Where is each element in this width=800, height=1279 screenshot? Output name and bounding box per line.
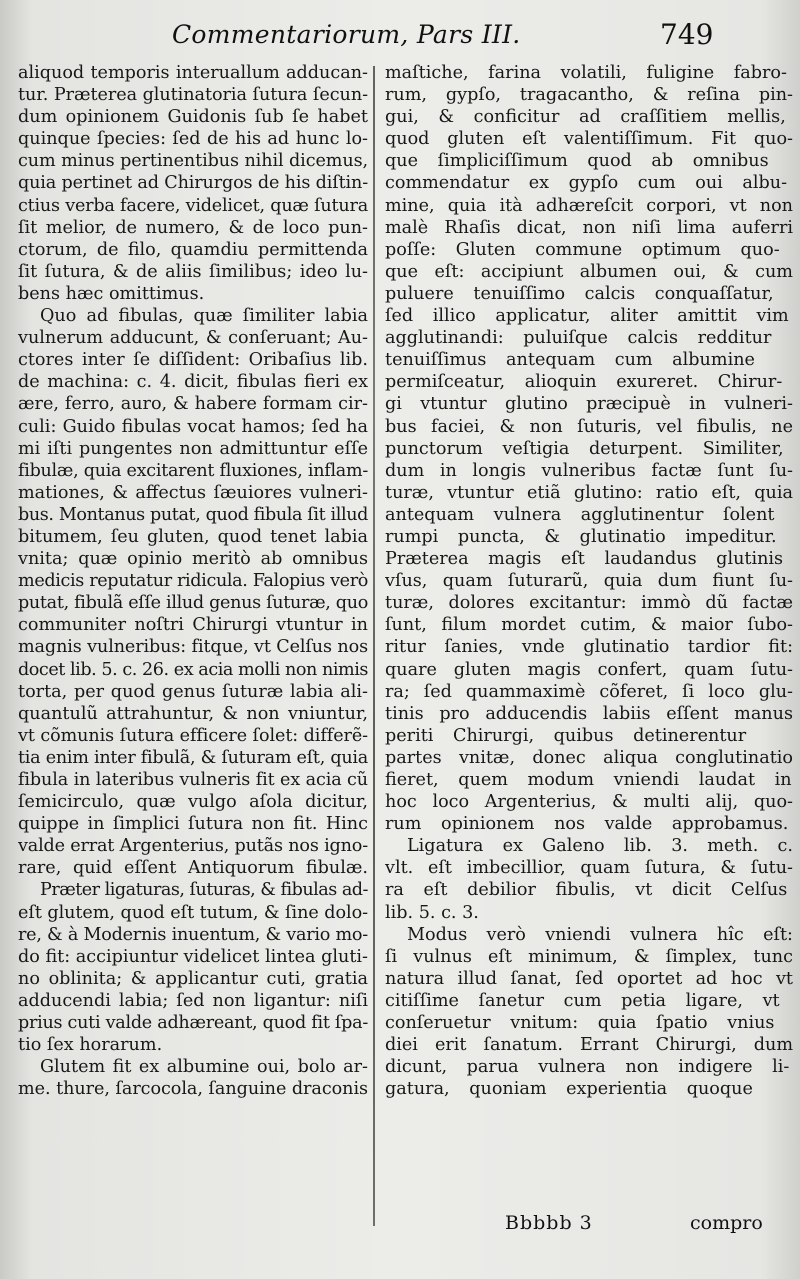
text-line: tur. Præterea glutinatoria ſutura ſecun- xyxy=(18,85,368,106)
running-title: Commentariorum, Pars III. xyxy=(172,20,521,49)
text-line: quippe in ſimplici ſutura non fit. Hinc xyxy=(18,814,368,835)
text-line: antequam vulnera agglutinentur ſolent xyxy=(385,504,775,525)
text-line: lib. 5. c. 3. xyxy=(385,902,479,923)
text-line: Ligatura ex Galeno lib. 3. meth. c. xyxy=(407,836,793,857)
text-line: ſunt, filum mordet cutim, & maior ſubo- xyxy=(385,615,793,636)
text-line: communiter noſtri Chirurgi vtuntur in xyxy=(18,615,368,636)
text-line: fibula in lateribus vulneris fit ex acia cũ xyxy=(18,770,368,790)
text-line: ſit ſutura, & de aliis ſimilibus; ideo lu- xyxy=(18,261,368,282)
text-line: punctorum veſtigia deturpent. Similiter, xyxy=(385,438,784,459)
text-line: magnis vulneribus: fitque, vt Celſus nos xyxy=(18,637,368,658)
text-line: fieret, quem modum vniendi laudat in xyxy=(385,770,792,790)
text-line: Præter ligaturas, ſuturas, & fibulas ad- xyxy=(40,880,368,901)
page-number: 749 xyxy=(660,18,714,51)
text-line: ctius verba facere, videlicet, quæ ſutura xyxy=(18,195,368,216)
text-line: adducendi labia; ſed non ligantur: niſi xyxy=(18,990,368,1011)
text-line: vulnerum adducunt, & conſeruant; Au- xyxy=(18,328,368,349)
text-line: conſeruetur vnitum: quia ſpatio vnius xyxy=(385,1013,775,1034)
text-line: puluere tenuiſſimo calcis conquaſſatur, xyxy=(385,283,774,304)
text-line: Glutem fit ex albumine oui, bolo ar- xyxy=(40,1057,368,1078)
text-line: do fit: accipiuntur videlicet lintea gluti- xyxy=(18,946,368,967)
text-line: me. thure, ſarcocola, ſanguine draconis xyxy=(18,1079,368,1100)
text-line: Præterea magis eſt laudandus glutinis xyxy=(385,549,784,570)
text-line: ra eſt debilior fibulis, vt dicit Celſus xyxy=(385,880,788,901)
signature-mark: Bbbbb 3 xyxy=(505,1212,593,1234)
text-line: partes vnitæ, donec aliqua conglutinatio xyxy=(385,747,793,768)
text-line: diei erit ſanatum. Errant Chirurgi, dum xyxy=(385,1035,793,1056)
text-line: ære, ferro, auro, & habere formam cir- xyxy=(18,394,368,415)
text-line: aliquod temporis interuallum adducan- xyxy=(18,63,368,83)
text-line: hoc loco Argenterius, & multi alij, quo- xyxy=(385,792,793,813)
text-line: ctorum, de filo, quamdiu permittenda xyxy=(18,239,368,260)
text-line: que ſimpliciſſimum quod ab omnibus xyxy=(385,151,769,172)
text-line: vnita; quæ opinio meritò ab omnibus xyxy=(18,549,368,570)
text-line: dum opinionem Guidonis ſub ſe habet xyxy=(18,107,368,128)
text-line: no oblinita; & applicantur cuti, gratia xyxy=(18,968,368,989)
text-line: eſt glutem, quod eſt tutum, & ſine dolo- xyxy=(18,902,368,923)
text-line: vſus, quam ſuturarũ, quia dum fiunt ſu- xyxy=(385,571,793,592)
text-line: maſtiche, farina volatili, fuligine fabro- xyxy=(385,63,787,83)
text-line: citiſſime ſanetur cum petia ligare, vt xyxy=(385,990,780,1011)
text-line: bus faciei, & non ſuturis, vel fibulis, ne xyxy=(385,416,793,437)
text-line: fibulæ, quia excitarent fluxiones, inflam- xyxy=(18,460,368,481)
text-line: quod gluten eſt valentiſſimum. Fit quo- xyxy=(385,129,793,150)
text-line: bens hæc omittimus. xyxy=(18,283,205,304)
text-line: poſſe: Gluten commune optimum quo- xyxy=(385,239,780,260)
text-line: quare gluten magis confert, quam ſutu- xyxy=(385,659,793,680)
text-line: quinque ſpecies: ſed de his ad hunc lo- xyxy=(18,129,368,150)
left-column xyxy=(18,62,368,1100)
text-line: mine, quia ità adhæreſcit corpori, vt non xyxy=(385,195,793,216)
text-line: gatura, quoniam experientia quoque xyxy=(385,1079,753,1100)
text-line: que eſt: accipiunt albumen oui, & cum xyxy=(385,261,793,282)
text-line: bitumem, ſeu gluten, quod tenet labia xyxy=(18,526,368,547)
text-line: cum minus pertinentibus nihil dicemus, xyxy=(18,151,368,172)
page-footer xyxy=(0,1212,800,1242)
text-line: rumpi puncta, & glutinatio impeditur. xyxy=(385,526,777,547)
column-divider xyxy=(373,66,375,1226)
text-line: culi: Guido fibulas vocat hamos; ſed ha xyxy=(18,416,368,437)
text-line: docet lib. 5. c. 26. ex acia molli non nimis xyxy=(18,659,368,680)
text-line: mationes, & affectus ſæuiores vulneri- xyxy=(18,482,368,503)
text-line: rare, quid eſſent Antiquorum fibulæ. xyxy=(18,858,368,879)
text-line: de machina: c. 4. dicit, fibulas fieri ex xyxy=(18,372,368,393)
page-header xyxy=(0,14,800,54)
text-line: tinis pro adducendis labiis eſſent manus xyxy=(385,703,793,724)
text-line: ritur ſanies, vnde glutinatio tardior fit: xyxy=(385,637,793,658)
text-line: gi vtuntur glutino præcipuè in vulneri- xyxy=(385,394,793,415)
text-line: prius cuti valde adhæreant, quod fit ſpa- xyxy=(18,1013,368,1034)
text-line: torta, per quod genus ſuturæ labia ali- xyxy=(18,681,368,702)
text-line: bus. Montanus putat, quod fibula ſit illud xyxy=(18,504,368,525)
text-line: ra; ſed quammaximè cõferet, ſi loco glu- xyxy=(385,681,793,702)
text-line: dicunt, parua vulnera non indigere li- xyxy=(385,1057,790,1078)
text-line: gui, & conficitur ad craſſitiem mellis, xyxy=(385,107,786,128)
text-line: valde errat Argenterius, putãs nos igno- xyxy=(18,836,368,857)
text-line: putat, fibulã eſſe illud genus ſuturæ, quo xyxy=(18,593,368,614)
text-line: Quo ad fibulas, quæ ſimiliter labia xyxy=(40,306,368,327)
text-line: permiſceatur, alioquin exureret. Chirur- xyxy=(385,372,783,393)
text-line: tio ſex horarum. xyxy=(18,1035,163,1056)
catchword: compro xyxy=(690,1212,763,1234)
text-line: vlt. eſt imbecillior, quam ſutura, & ſutu- xyxy=(385,858,793,879)
text-line: rum, gypſo, tragacantho, & reſina pin- xyxy=(385,85,793,106)
text-line: dum in longis vulneribus factæ ſunt ſu- xyxy=(385,460,793,481)
text-line: turæ, vtuntur etiã glutino: ratio eſt, quia xyxy=(385,482,793,503)
text-line: malè Rhaſis dicat, non niſi lima auferri xyxy=(385,217,793,238)
text-line: Modus verò vniendi vulnera hîc eſt: xyxy=(407,924,793,945)
text-line: ſit melior, de numero, & de loco pun- xyxy=(18,217,368,238)
text-line: quantulũ attrahuntur, & non vniuntur, xyxy=(18,703,368,724)
text-line: re, & à Modernis inuentum, & vario mo- xyxy=(18,924,368,945)
text-line: ſemicirculo, quæ vulgo aſola dicitur, xyxy=(18,792,368,813)
text-line: tia enim inter fibulã, & ſuturam eſt, quia xyxy=(18,747,368,768)
text-line: vt cõmunis ſutura efficere ſolet: differẽ- xyxy=(18,725,368,746)
text-line: commendatur ex gypſo cum oui albu- xyxy=(385,173,788,194)
text-line: natura illud ſanat, ſed oportet ad hoc vt xyxy=(385,968,793,989)
text-line: turæ, dolores excitantur: immò dũ factæ xyxy=(385,593,793,614)
text-line: tenuiſſimus antequam cum albumine xyxy=(385,350,755,371)
right-column xyxy=(385,62,793,1100)
text-line: ctores inter ſe diſſident: Oribaſius lib. xyxy=(18,350,368,371)
text-line: medicis reputatur ridicula. Falopius verò xyxy=(18,571,368,592)
text-line: mi iſti pungentes non admittuntur eſſe xyxy=(18,438,368,459)
text-line: agglutinandi: puluiſque calcis redditur xyxy=(385,328,772,349)
text-line: rum opinionem nos valde approbamus. xyxy=(385,814,789,835)
text-line: periti Chirurgi, quibus detinerentur xyxy=(385,725,747,746)
text-line: ſed illico applicatur, aliter amittit vim xyxy=(385,306,789,327)
text-line: quia pertinet ad Chirurgos de his diſtin- xyxy=(18,173,368,194)
text-line: ſi vulnus eſt minimum, & ſimplex, tunc xyxy=(385,946,793,967)
